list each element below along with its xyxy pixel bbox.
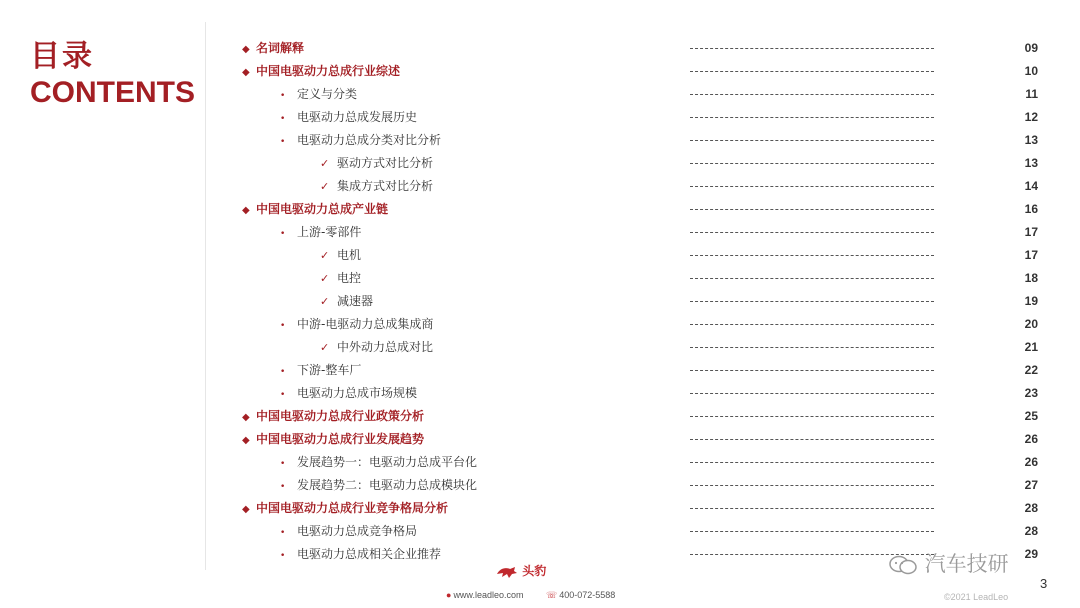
toc-page-number: 17 <box>1024 248 1038 262</box>
toc-page-number: 10 <box>1024 64 1038 78</box>
dot-bullet-icon: • <box>280 551 286 561</box>
toc-label <box>242 37 304 61</box>
toc-label <box>280 129 441 154</box>
toc-label <box>242 405 424 429</box>
toc-label-text: 电驱动力总成分类对比分析 <box>297 133 442 147</box>
toc-leader-line <box>690 531 934 532</box>
toc-label-text: 发展趋势一：电驱动力总成平台化 <box>297 455 478 469</box>
toc-row[interactable] <box>0 37 1080 60</box>
toc-row[interactable] <box>0 244 1080 267</box>
toc-row[interactable] <box>0 175 1080 198</box>
table-of-contents <box>0 37 1080 566</box>
toc-label <box>280 313 433 338</box>
toc-leader-line <box>690 301 934 302</box>
toc-leader-line <box>690 278 934 279</box>
toc-leader-line <box>690 393 934 394</box>
diamond-bullet-icon: ◆ <box>242 67 250 78</box>
toc-page-number: 20 <box>1024 317 1038 331</box>
toc-page-number: 26 <box>1024 432 1038 446</box>
toc-label-text: 减速器 <box>337 294 374 308</box>
toc-leader-line <box>690 324 934 325</box>
toc-label-text: 电驱动力总成相关企业推荐 <box>297 547 442 561</box>
checkmark-icon: ✓ <box>320 249 330 262</box>
toc-row[interactable] <box>0 198 1080 221</box>
toc-leader-line <box>690 347 934 348</box>
toc-label-text: 中游-电驱动力总成集成商 <box>297 317 434 331</box>
dot-bullet-icon: • <box>280 114 286 124</box>
toc-label-text: 中国电驱动力总成行业发展趋势 <box>256 432 425 446</box>
toc-label-text: 发展趋势二：电驱动力总成模块化 <box>297 478 478 492</box>
toc-page-number: 13 <box>1024 156 1038 170</box>
toc-label <box>320 175 433 198</box>
toc-row[interactable] <box>0 313 1080 336</box>
toc-row[interactable] <box>0 83 1080 106</box>
toc-leader-line <box>690 71 934 72</box>
toc-leader-line <box>690 48 934 49</box>
toc-page-number: 28 <box>1024 524 1038 538</box>
toc-label-text: 上游-零部件 <box>297 225 362 239</box>
toc-label-text: 电驱动力总成竞争格局 <box>297 524 418 538</box>
toc-label <box>280 382 417 407</box>
page-number: 3 <box>1040 576 1048 591</box>
toc-leader-line <box>690 416 934 417</box>
page-title-cn: 目录 <box>30 39 94 74</box>
toc-leader-line <box>690 117 934 118</box>
toc-row[interactable] <box>0 60 1080 83</box>
toc-page-number: 22 <box>1024 363 1038 377</box>
toc-page-number: 12 <box>1024 110 1038 124</box>
checkmark-icon: ✓ <box>320 180 330 193</box>
checkmark-icon: ✓ <box>320 295 330 308</box>
toc-label-text: 集成方式对比分析 <box>337 179 434 193</box>
toc-row[interactable] <box>0 405 1080 428</box>
logo-text: 头豹 <box>522 564 547 578</box>
phone-number: ☏ 400-072-5588 <box>545 590 616 600</box>
page-title-en: CONTENTS <box>30 76 195 109</box>
toc-page-number: 11 <box>1025 87 1038 101</box>
toc-leader-line <box>690 255 934 256</box>
toc-label-text: 电驱动力总成市场规模 <box>297 386 418 400</box>
toc-label-text: 中国电驱动力总成行业综述 <box>256 64 401 78</box>
toc-row[interactable] <box>0 267 1080 290</box>
website-link[interactable]: ● www.leadleo.com <box>446 590 524 600</box>
toc-leader-line <box>690 232 934 233</box>
toc-label <box>280 520 417 545</box>
toc-label-text: 电控 <box>337 271 362 285</box>
toc-label-text: 驱动方式对比分析 <box>337 156 434 170</box>
toc-label <box>280 543 441 568</box>
toc-leader-line <box>690 508 934 509</box>
toc-leader-line <box>690 485 934 486</box>
dot-bullet-icon: • <box>280 459 286 469</box>
toc-row[interactable] <box>0 129 1080 152</box>
toc-label-text: 电机 <box>337 248 362 262</box>
dot-bullet-icon: • <box>280 482 286 492</box>
toc-row[interactable] <box>0 359 1080 382</box>
toc-page-number: 14 <box>1024 179 1038 193</box>
toc-page-number: 09 <box>1024 41 1038 55</box>
toc-leader-line <box>690 140 934 141</box>
toc-row[interactable] <box>0 497 1080 520</box>
toc-page-number: 25 <box>1024 409 1038 423</box>
toc-label <box>280 451 477 476</box>
phone-icon: ☏ <box>545 590 558 600</box>
toc-label <box>280 474 477 499</box>
toc-label-text: 中国电驱动力总成行业政策分析 <box>256 409 425 423</box>
globe-icon: ● <box>446 590 452 600</box>
wechat-icon <box>888 554 918 576</box>
toc-row[interactable] <box>0 382 1080 405</box>
leopard-logo-icon <box>496 565 518 579</box>
toc-label-text: 名词解释 <box>256 41 305 55</box>
toc-leader-line <box>690 94 934 95</box>
toc-page-number: 21 <box>1024 340 1038 354</box>
watermark <box>888 548 1009 578</box>
toc-label <box>280 359 361 384</box>
dot-bullet-icon: • <box>280 321 286 331</box>
toc-leader-line <box>690 163 934 164</box>
toc-page-number: 16 <box>1024 202 1038 216</box>
toc-label <box>242 198 388 222</box>
toc-label-text: 电驱动力总成发展历史 <box>297 110 418 124</box>
toc-page-number: 27 <box>1024 478 1038 492</box>
toc-label-text: 中外动力总成对比 <box>337 340 434 354</box>
toc-label <box>320 290 373 313</box>
toc-row[interactable] <box>0 106 1080 129</box>
checkmark-icon: ✓ <box>320 341 330 354</box>
toc-label-text: 定义与分类 <box>297 87 358 101</box>
toc-page-number: 13 <box>1024 133 1038 147</box>
toc-label-text: 中国电驱动力总成行业竞争格局分析 <box>256 501 449 515</box>
diamond-bullet-icon: ◆ <box>242 44 250 55</box>
toc-label <box>280 106 417 131</box>
toc-leader-line <box>690 462 934 463</box>
toc-label <box>320 244 361 267</box>
dot-bullet-icon: • <box>280 229 286 239</box>
toc-label <box>280 83 357 108</box>
toc-row[interactable] <box>0 474 1080 497</box>
toc-label-text: 中国电驱动力总成产业链 <box>256 202 389 216</box>
toc-label <box>242 428 424 452</box>
toc-label-text: 下游-整车厂 <box>297 363 362 377</box>
toc-page-number: 29 <box>1024 547 1038 561</box>
toc-label <box>320 267 361 290</box>
watermark-text: 汽车技研 <box>924 552 1009 576</box>
dot-bullet-icon: • <box>280 91 286 101</box>
toc-row[interactable] <box>0 336 1080 359</box>
toc-label <box>320 336 433 359</box>
diamond-bullet-icon: ◆ <box>242 435 250 446</box>
toc-row[interactable] <box>0 152 1080 175</box>
toc-leader-line <box>690 439 934 440</box>
diamond-bullet-icon: ◆ <box>242 205 250 216</box>
toc-page-number: 19 <box>1024 294 1038 308</box>
toc-label <box>320 152 433 175</box>
toc-row[interactable] <box>0 221 1080 244</box>
toc-page-number: 28 <box>1024 501 1038 515</box>
dot-bullet-icon: • <box>280 390 286 400</box>
toc-row[interactable] <box>0 428 1080 451</box>
diamond-bullet-icon: ◆ <box>242 504 250 515</box>
toc-page-number: 23 <box>1024 386 1038 400</box>
diamond-bullet-icon: ◆ <box>242 412 250 423</box>
toc-leader-line <box>690 370 934 371</box>
toc-label <box>280 221 361 246</box>
toc-page-number: 17 <box>1024 225 1038 239</box>
toc-label <box>242 60 400 84</box>
toc-page-number: 26 <box>1024 455 1038 469</box>
toc-page-number: 18 <box>1024 271 1038 285</box>
toc-row[interactable] <box>0 290 1080 313</box>
checkmark-icon: ✓ <box>320 157 330 170</box>
dot-bullet-icon: • <box>280 137 286 147</box>
toc-leader-line <box>690 209 934 210</box>
toc-label <box>242 497 448 521</box>
footer-contact <box>446 590 635 601</box>
toc-row[interactable] <box>0 520 1080 543</box>
leadleo-logo <box>496 562 546 579</box>
dot-bullet-icon: • <box>280 367 286 377</box>
checkmark-icon: ✓ <box>320 272 330 285</box>
toc-row[interactable] <box>0 451 1080 474</box>
toc-leader-line <box>690 186 934 187</box>
copyright: ©2021 LeadLeo <box>944 592 1009 602</box>
dot-bullet-icon: • <box>280 528 286 538</box>
